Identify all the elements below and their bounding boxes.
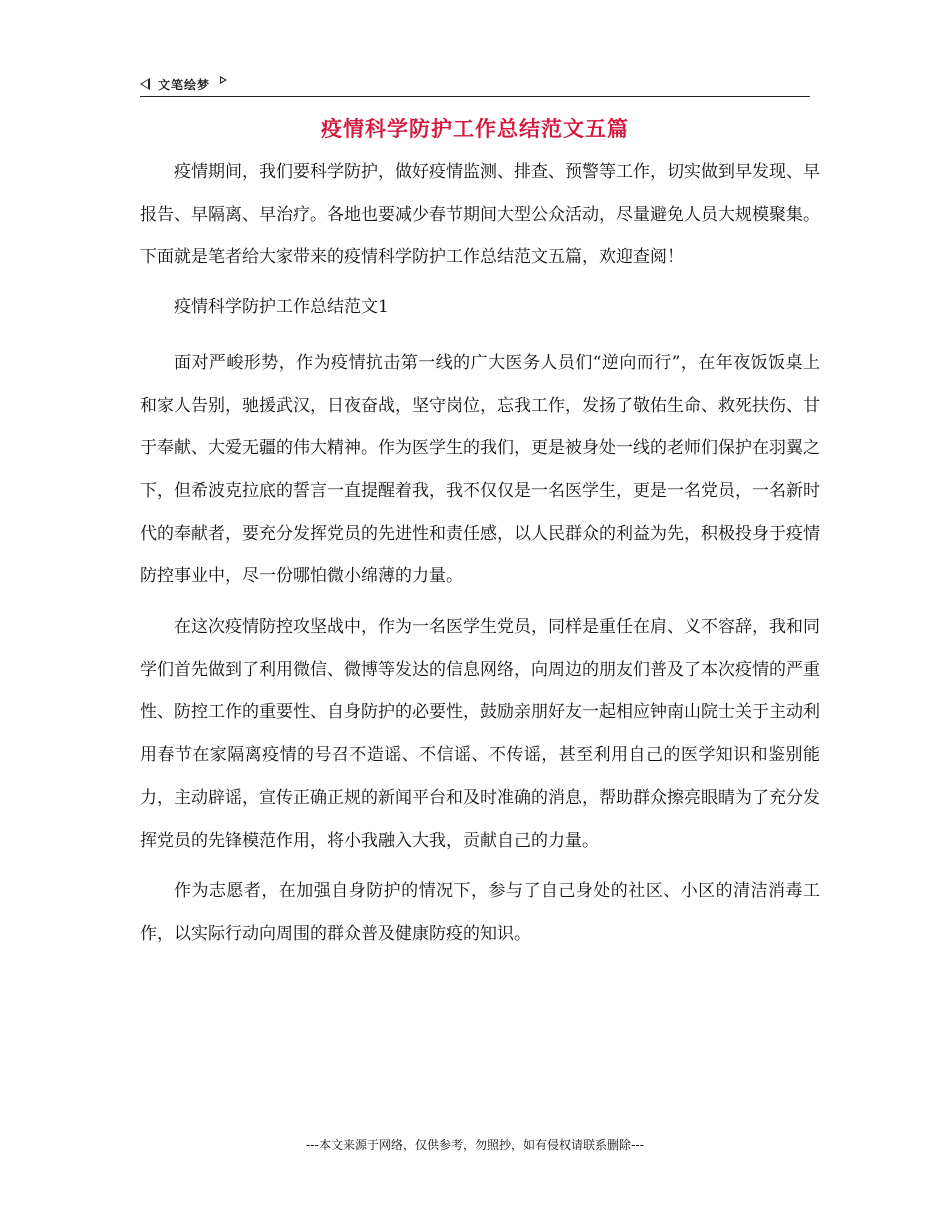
- page-header: [140, 72, 810, 97]
- body-paragraph: 在这次疫情防控攻坚战中，作为一名医学生党员，同样是重任在肩、义不容辞，我和同学们首先做到了利用微信、微博等发达的信息网络，向周边的朋友们普及了本次疫情的严重性、防控工作的重要性、自身防护的必要性，鼓励亲朋好友一起相应钟南山院士关于主动利用春节在家隔离疫情的号召不造谣、不信谣、不传谣，甚至利用自己的医学知识和鉴别能力，主动辟谣，宣传正确正规的新闻平台和及时准确的消息，帮助群众擦亮眼睛为了充分发挥党员的先锋模范作用，将小我融入大我，贡献自己的力量。: [140, 617, 820, 851]
- footer-notice: ---本文来源于网络，仅供参考，勿照抄，如有侵权请联系删除---: [306, 1138, 644, 1152]
- triangle-left-icon: [140, 78, 150, 90]
- intro-paragraph: 疫情期间，我们要科学防护，做好疫情监测、排查、预警等工作，切实做到早发现、早报告、早隔离、早治疗。各地也要减少春节期间大型公众活动，尽量避免人员大规模聚集。下面就是笔者给大家带来的疫情科学防护工作总结范文五篇，欢迎查阅！: [140, 162, 820, 268]
- section-heading: 疫情科学防护工作总结范文1: [174, 297, 389, 318]
- triangle-right-icon: [220, 76, 227, 84]
- brand-name: 文笔绘梦: [158, 77, 211, 92]
- body-paragraph: 面对严峻形势，作为疫情抗击第一线的广大医务人员们“逆向而行”，在年夜饭饭桌上和家人告别，驰援武汉，日夜奋战，坚守岗位，忘我工作，发扬了敬佑生命、救死扶伤、甘于奉献、大爱无疆的伟大精神。作为医学生的我们，更是被身处一线的老师们保护在羽翼之下，但希波克拉底的誓言一直提醒着我，我不仅仅是一名医学生，更是一名党员，一名新时代的奉献者，要充分发挥党员的先进性和责任感，以人民群众的利益为先，积极投身于疫情防控事业中，尽一份哪怕微小绵薄的力量。: [140, 352, 820, 587]
- document-title: 疫情科学防护工作总结范文五篇: [321, 117, 629, 141]
- document-body: [140, 151, 820, 956]
- body-paragraph: 作为志愿者，在加强自身防护的情况下，参与了自己身处的社区、小区的清洁消毒工作，以实际行动向周围的群众普及健康防疫的知识。: [140, 881, 820, 944]
